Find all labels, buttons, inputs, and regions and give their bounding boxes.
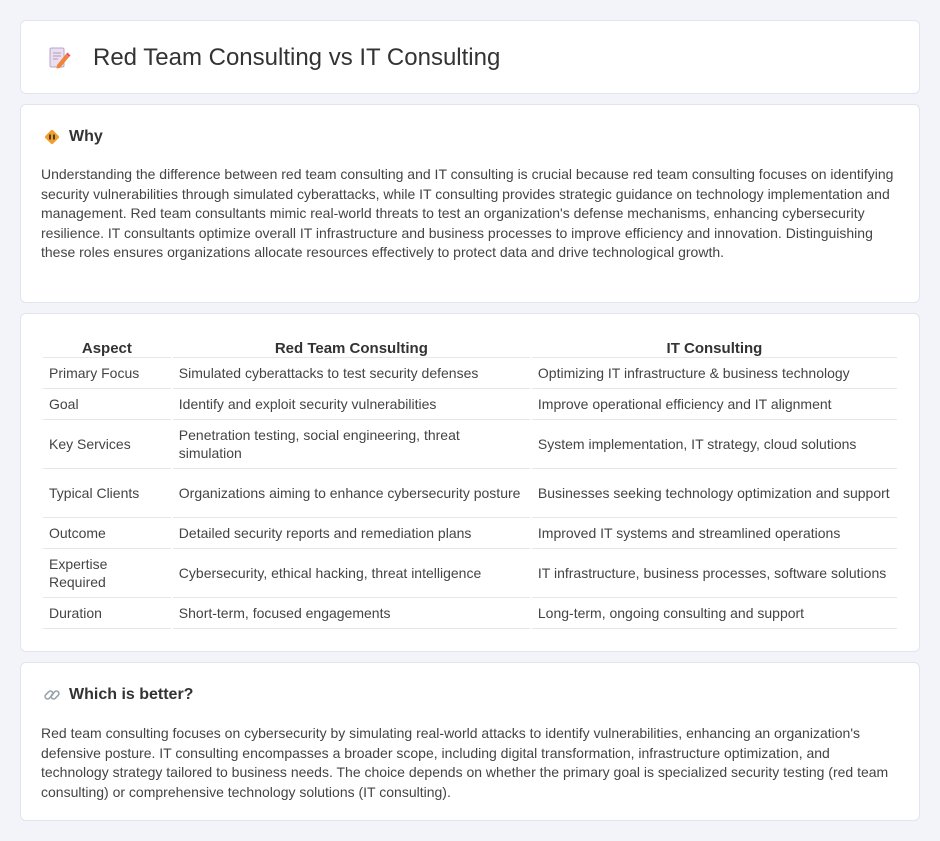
table-row: [43, 389, 897, 420]
comparison-section: [20, 313, 920, 652]
why-heading-row: [43, 128, 103, 146]
it-cell: System implementation, IT strategy, cloud solutions: [532, 420, 897, 469]
table-header-row: [43, 336, 897, 358]
red-team-cell: Detailed security reports and remediation plans: [173, 518, 530, 549]
it-cell: IT infrastructure, business processes, software solutions: [532, 549, 897, 598]
better-heading-row: [43, 686, 193, 704]
red-team-cell: Short-term, focused engagements: [173, 598, 530, 629]
table-row: [43, 598, 897, 629]
title-card: [20, 20, 920, 94]
better-heading: Which is better?: [69, 686, 194, 703]
aspect-cell: Goal: [43, 389, 171, 420]
better-text: Red team consulting focuses on cybersecurity by simulating real-world attacks to identify vulnerabilities, enhancing an organization's defensive posture. IT consulting encompasses a broader scope, including digital transformation, infrastructure optimization, and technology strategy tailored to business needs. The choice depends on whether the primary goal is specialized security testing (red team consulting) or comprehensive technology solutions (IT consulting).: [41, 725, 889, 800]
aspect-cell: Outcome: [43, 518, 171, 549]
aspect-cell: Expertise Required: [43, 549, 171, 598]
header-red-team: Red Team Consulting: [173, 336, 530, 358]
aspect-cell: Typical Clients: [43, 469, 171, 518]
table-row: [43, 518, 897, 549]
pencil-document-icon: [47, 46, 71, 70]
link-icon: [43, 686, 61, 704]
warning-diamond-icon: [43, 128, 61, 146]
red-team-cell: Cybersecurity, ethical hacking, threat intelligence: [173, 549, 530, 598]
it-cell: Optimizing IT infrastructure & business technology: [532, 358, 897, 389]
it-cell: Businesses seeking technology optimization and support: [532, 469, 897, 518]
which-is-better-section: [20, 662, 920, 821]
why-text: Understanding the difference between red team consulting and IT consulting is crucial because red team consulting focuses on identifying security vulnerabilities through simulated cyberattacks, while IT consulting provides strategic guidance on technology implementation and management. Red team consultants mimic real-world threats to test an organization's defense mechanisms, enhancing cybersecurity resilience. IT consultants optimize overall IT infrastructure and business processes to improve efficiency and innovation. Distinguishing these roles ensures organizations allocate resources effectively to protect data and drive technological growth.: [41, 166, 894, 260]
it-cell: Improve operational efficiency and IT alignment: [532, 389, 897, 420]
it-cell: Improved IT systems and streamlined operations: [532, 518, 897, 549]
comparison-table: [41, 336, 899, 629]
it-cell: Long-term, ongoing consulting and support: [532, 598, 897, 629]
title-row: [47, 21, 500, 95]
red-team-cell: Penetration testing, social engineering, threat simulation: [173, 420, 530, 469]
red-team-cell: Simulated cyberattacks to test security defenses: [173, 358, 530, 389]
header-it: IT Consulting: [532, 336, 897, 358]
aspect-cell: Duration: [43, 598, 171, 629]
table-row: [43, 469, 897, 518]
aspect-cell: Primary Focus: [43, 358, 171, 389]
why-section: [20, 104, 920, 303]
why-heading: Why: [69, 128, 103, 145]
table-row: [43, 549, 897, 598]
table-row: [43, 420, 897, 469]
aspect-cell: Key Services: [43, 420, 171, 469]
header-aspect: Aspect: [43, 336, 171, 358]
table-row: [43, 358, 897, 389]
red-team-cell: Identify and exploit security vulnerabilities: [173, 389, 530, 420]
page-title: Red Team Consulting vs IT Consulting: [93, 44, 501, 71]
red-team-cell: Organizations aiming to enhance cybersecurity posture: [173, 469, 530, 518]
